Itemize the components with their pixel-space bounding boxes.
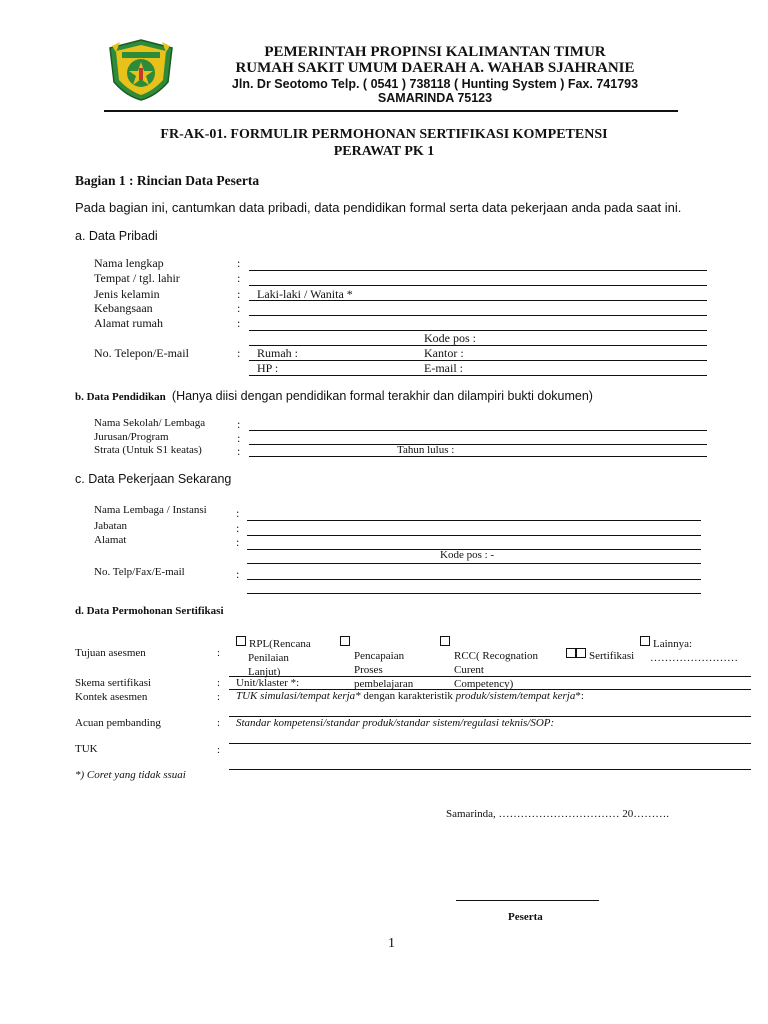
form-title-line-2: PERAWAT PK 1	[333, 144, 435, 159]
kantor-label: Kantor :	[424, 346, 464, 360]
checkbox-icon[interactable]	[640, 636, 650, 646]
email-field[interactable]	[249, 375, 707, 376]
page-number: 1	[388, 936, 395, 951]
sekolah-field[interactable]	[249, 430, 707, 431]
colon: :	[237, 444, 241, 458]
acuan-field	[229, 743, 751, 744]
telepon-label: No. Telepon/E-mail	[94, 346, 189, 360]
peserta-label: Peserta	[508, 911, 543, 923]
option-lainnya[interactable]: Lainnya: ……………………	[640, 636, 738, 665]
jabatan-label: Jabatan	[94, 520, 127, 532]
header-line-2: RUMAH SAKIT UMUM DAERAH A. WAHAB SJAHRANIE	[235, 60, 635, 76]
jabatan-field[interactable]	[247, 535, 701, 536]
header-line-1: PEMERINTAH PROPINSI KALIMANTAN TIMUR	[264, 44, 606, 60]
acuan-label: Acuan pembanding	[75, 717, 161, 729]
provincial-emblem-logo	[106, 38, 176, 102]
tujuan-label: Tujuan asesmen	[75, 647, 146, 659]
header-divider	[104, 110, 678, 112]
kebangsaan-label: Kebangsaan	[94, 301, 153, 315]
header-line-4: SAMARINDA 75123	[377, 91, 493, 105]
skema-label: Skema sertifikasi	[75, 677, 152, 689]
checkbox-icon[interactable]	[566, 648, 576, 658]
colon: :	[237, 417, 241, 431]
colon: :	[237, 287, 241, 301]
rumah-label: Rumah :	[257, 346, 298, 360]
data-pekerjaan-heading: c. Data Pekerjaan Sekarang	[75, 472, 232, 486]
ttl-label: Tempat / tgl. lahir	[94, 271, 180, 285]
option-rcc[interactable]: RCC( Recognation Curent Competency)	[440, 636, 538, 691]
colon: :	[237, 431, 241, 445]
alamat-kerja-label: Alamat	[94, 534, 127, 546]
jk-label: Jenis kelamin	[94, 287, 160, 301]
lembaga-label: Nama Lembaga / Instansi	[94, 504, 207, 516]
footnote: *) Coret yang tidak ssuai	[75, 769, 186, 781]
telp-kerja-field-2[interactable]	[247, 593, 701, 594]
lembaga-field[interactable]	[247, 520, 701, 521]
colon: :	[217, 647, 221, 659]
checkbox-icon[interactable]	[440, 636, 450, 646]
checkbox-icon[interactable]	[340, 636, 350, 646]
kodepos-field[interactable]	[249, 345, 707, 346]
colon: :	[237, 256, 241, 270]
strata-label: Strata (Untuk S1 keatas)	[94, 444, 202, 456]
pendidikan-heading-note: (Hanya diisi dengan pendidikan formal terakhir dan dilampiri bukti dokumen)	[171, 389, 593, 403]
jurusan-field[interactable]	[249, 444, 707, 445]
colon: :	[237, 271, 241, 285]
section-intro: Pada bagian ini, cantumkan data pribadi, data pendidikan formal serta data pekerjaan anda pada saat ini.	[75, 200, 682, 215]
colon: :	[236, 567, 240, 581]
hp-label: HP :	[257, 361, 279, 375]
colon: :	[237, 346, 241, 360]
jk-value[interactable]: Laki-laki / Wanita *	[257, 287, 353, 301]
alamat-label: Alamat rumah	[94, 316, 163, 330]
pendidikan-heading-label: b. Data Pendidikan	[75, 391, 166, 403]
nama-field[interactable]	[249, 270, 707, 271]
option-pencapaian[interactable]: Pencapaian Proses pembelajaran	[340, 636, 413, 691]
tuk-field[interactable]	[229, 769, 751, 770]
option-sertifikasi[interactable]: Sertifikasi	[566, 648, 634, 662]
colon: :	[236, 506, 240, 520]
signature-line[interactable]	[456, 900, 599, 901]
tuk-label: TUK	[75, 743, 98, 755]
kebangsaan-field[interactable]	[249, 315, 707, 316]
colon: :	[237, 301, 241, 315]
colon: :	[236, 521, 240, 535]
jurusan-label: Jurusan/Program	[94, 431, 169, 443]
ttl-field[interactable]	[249, 285, 707, 286]
sekolah-label: Nama Sekolah/ Lembaga	[94, 417, 206, 429]
colon: :	[237, 316, 241, 330]
jk-field	[249, 300, 707, 301]
colon: :	[217, 744, 221, 756]
data-pendidikan-heading	[75, 389, 593, 404]
kodepos-kerja-field[interactable]	[247, 563, 701, 564]
acuan-value[interactable]: Standar kompetensi/standar produk/standar sistem/regulasi teknis/SOP:	[236, 717, 555, 729]
kontek-label: Kontek asesmen	[75, 691, 148, 703]
skema-value[interactable]: Unit/klaster *:	[236, 677, 300, 689]
kontek-value[interactable]: TUK simulasi/tempat kerja* dengan karakteristik produk/sistem/tempat kerja*:	[236, 690, 584, 702]
strata-field[interactable]	[249, 456, 707, 457]
telepon-field[interactable]	[249, 360, 707, 361]
nama-label: Nama lengkap	[94, 256, 164, 270]
place-date: Samarinda, …………………………… 20……….	[446, 808, 670, 820]
skema-top-line	[229, 676, 751, 677]
telp-kerja-field[interactable]	[247, 579, 701, 580]
telp-kerja-label: No. Telp/Fax/E-mail	[94, 566, 185, 578]
colon: :	[217, 691, 221, 703]
checkbox-icon[interactable]	[236, 636, 246, 646]
colon: :	[236, 535, 240, 549]
checkbox-icon[interactable]	[576, 648, 586, 658]
colon: :	[217, 717, 221, 729]
form-title-line-1: FR-AK-01. FORMULIR PERMOHONAN SERTIFIKASI KOMPETENSI	[160, 127, 608, 142]
data-pribadi-heading: a. Data Pribadi	[75, 229, 158, 243]
section-heading: Bagian 1 : Rincian Data Peserta	[75, 173, 260, 188]
colon: :	[217, 677, 221, 689]
email-label: E-mail :	[424, 361, 463, 375]
kodepos-label: Kode pos :	[424, 331, 476, 345]
alamat-field[interactable]	[249, 330, 707, 331]
option-rpl[interactable]: RPL(Rencana Penilaian Lanjut)	[236, 636, 311, 679]
kodepos-kerja-label: Kode pos : -	[440, 549, 495, 561]
tahun-lulus-label: Tahun lulus :	[397, 444, 455, 456]
data-permohonan-heading: d. Data Permohonan Sertifikasi	[75, 605, 224, 617]
header-line-3: Jln. Dr Seotomo Telp. ( 0541 ) 738118 ( Hunting System ) Fax. 741793	[231, 77, 639, 91]
